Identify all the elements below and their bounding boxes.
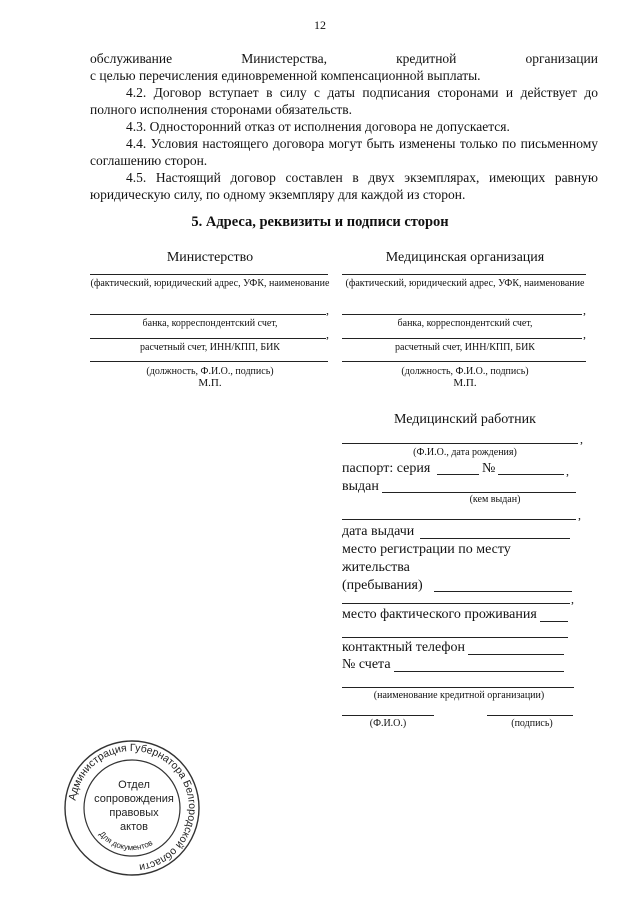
paragraph-4-5: 4.5. Настоящий договор составлен в двух экземплярах, имеющих равную юридическую силу, по одному экземпляру для каждой из сторон. [90,170,598,202]
registration-label-2: жительства [342,560,410,575]
comma: , [583,303,586,317]
issue-date-line [420,538,570,539]
word: обслуживание [90,51,173,66]
bank-name-line [342,687,574,688]
registration-line-2 [342,603,570,604]
paragraph-4-3: 4.3. Односторонний отказ от исполнения договора не допускается. [126,119,510,134]
medorg-caption-address: (фактический, юридический адрес, УФК, наименование [345,278,585,289]
medorg-heading: Медицинская организация [385,250,545,265]
worker-heading: Медицинский работник [394,412,536,427]
ministry-caption-signature: (должность, Ф.И.О., подпись) [146,366,274,377]
comma: , [326,327,329,341]
issued-by-caption: (кем выдан) [469,494,521,505]
medorg-caption-signature: (должность, Ф.И.О., подпись) [401,366,529,377]
comma: , [566,464,569,478]
stamp-bottom-text: Для документов [97,829,155,853]
ministry-caption-account: расчетный счет, ИНН/КПП, БИК [140,342,280,353]
comma: , [580,432,583,446]
passport-number-line [498,474,564,475]
issue-date-label: дата выдачи [342,524,415,539]
medorg-stamp-place: М.П. [453,377,477,389]
section-title: 5. Адреса, реквизиты и подписи сторон [191,214,449,230]
issued-by-label: выдан [342,479,379,494]
paragraph-continuation-line1 [90,50,598,67]
word: кредитной [396,51,457,66]
ministry-heading: Министерство [166,250,254,265]
account-line [394,671,564,672]
actual-residence-line-2 [342,637,568,638]
phone-label: контактный телефон [342,640,465,655]
medorg-bank-line [342,314,582,315]
passport-series-label: паспорт: серия [342,461,431,476]
phone-line [468,654,564,655]
ministry-account-line [90,338,326,339]
registration-label-1: место регистрации по месту [342,542,511,557]
signature-caption: (подпись) [511,718,553,729]
paragraph-continuation-line2: с целью перечисления единовременной компенсационной выплаты. [90,68,481,83]
medorg-account-line [342,338,582,339]
stamp-center-line: сопровождения [94,793,174,805]
ministry-address-line [90,274,328,275]
stamp-center-line: актов [120,821,148,833]
word: Министерства, [241,51,327,66]
ministry-caption-address: (фактический, юридический адрес, УФК, наименование [90,278,330,289]
paragraph-4-2: 4.2. Договор вступает в силу с даты подписания сторонами и действует до полного исполнения сторонами обязательств. [90,85,598,117]
actual-residence-label: место фактического проживания [342,607,537,622]
fio-sign-line [342,715,434,716]
ministry-stamp-place: М.П. [198,377,222,389]
issued-by-line [382,492,576,493]
registration-line [434,591,572,592]
page-number: 12 [314,18,326,32]
signature-line [487,715,573,716]
medorg-address-line [342,274,586,275]
worker-fio-line [342,443,578,444]
worker-fio-caption: (Ф.И.О., дата рождения) [413,447,517,458]
ministry-caption-bank: банка, корреспондентский счет, [142,318,278,329]
medorg-caption-bank: банка, корреспондентский счет, [397,318,533,329]
comma: , [571,592,574,606]
comma: , [326,303,329,317]
round-stamp [62,738,202,878]
bank-name-caption: (наименование кредитной организации) [373,690,545,701]
stamp-ring-text: Администрация Губернатора Белгородской области [66,741,199,874]
passport-series-line [437,474,479,475]
fio-sign-caption: (Ф.И.О.) [369,718,407,729]
comma: , [583,327,586,341]
issued-by-line-2 [342,519,576,520]
account-label: № счета [342,657,391,672]
registration-label-3: (пребывания) [342,578,423,593]
actual-residence-line [540,621,568,622]
ministry-signature-line [90,361,328,362]
stamp-center-line: Отдел [118,779,150,791]
ministry-bank-line [90,314,326,315]
passport-number-label: № [482,461,496,476]
paragraph-4-4: 4.4. Условия настоящего договора могут быть изменены только по письменному соглашению сторон. [90,136,598,168]
stamp-center-line: правовых [109,807,159,819]
medorg-caption-account: расчетный счет, ИНН/КПП, БИК [395,342,535,353]
comma: , [578,508,581,522]
word: организации [525,51,598,66]
medorg-signature-line [342,361,586,362]
